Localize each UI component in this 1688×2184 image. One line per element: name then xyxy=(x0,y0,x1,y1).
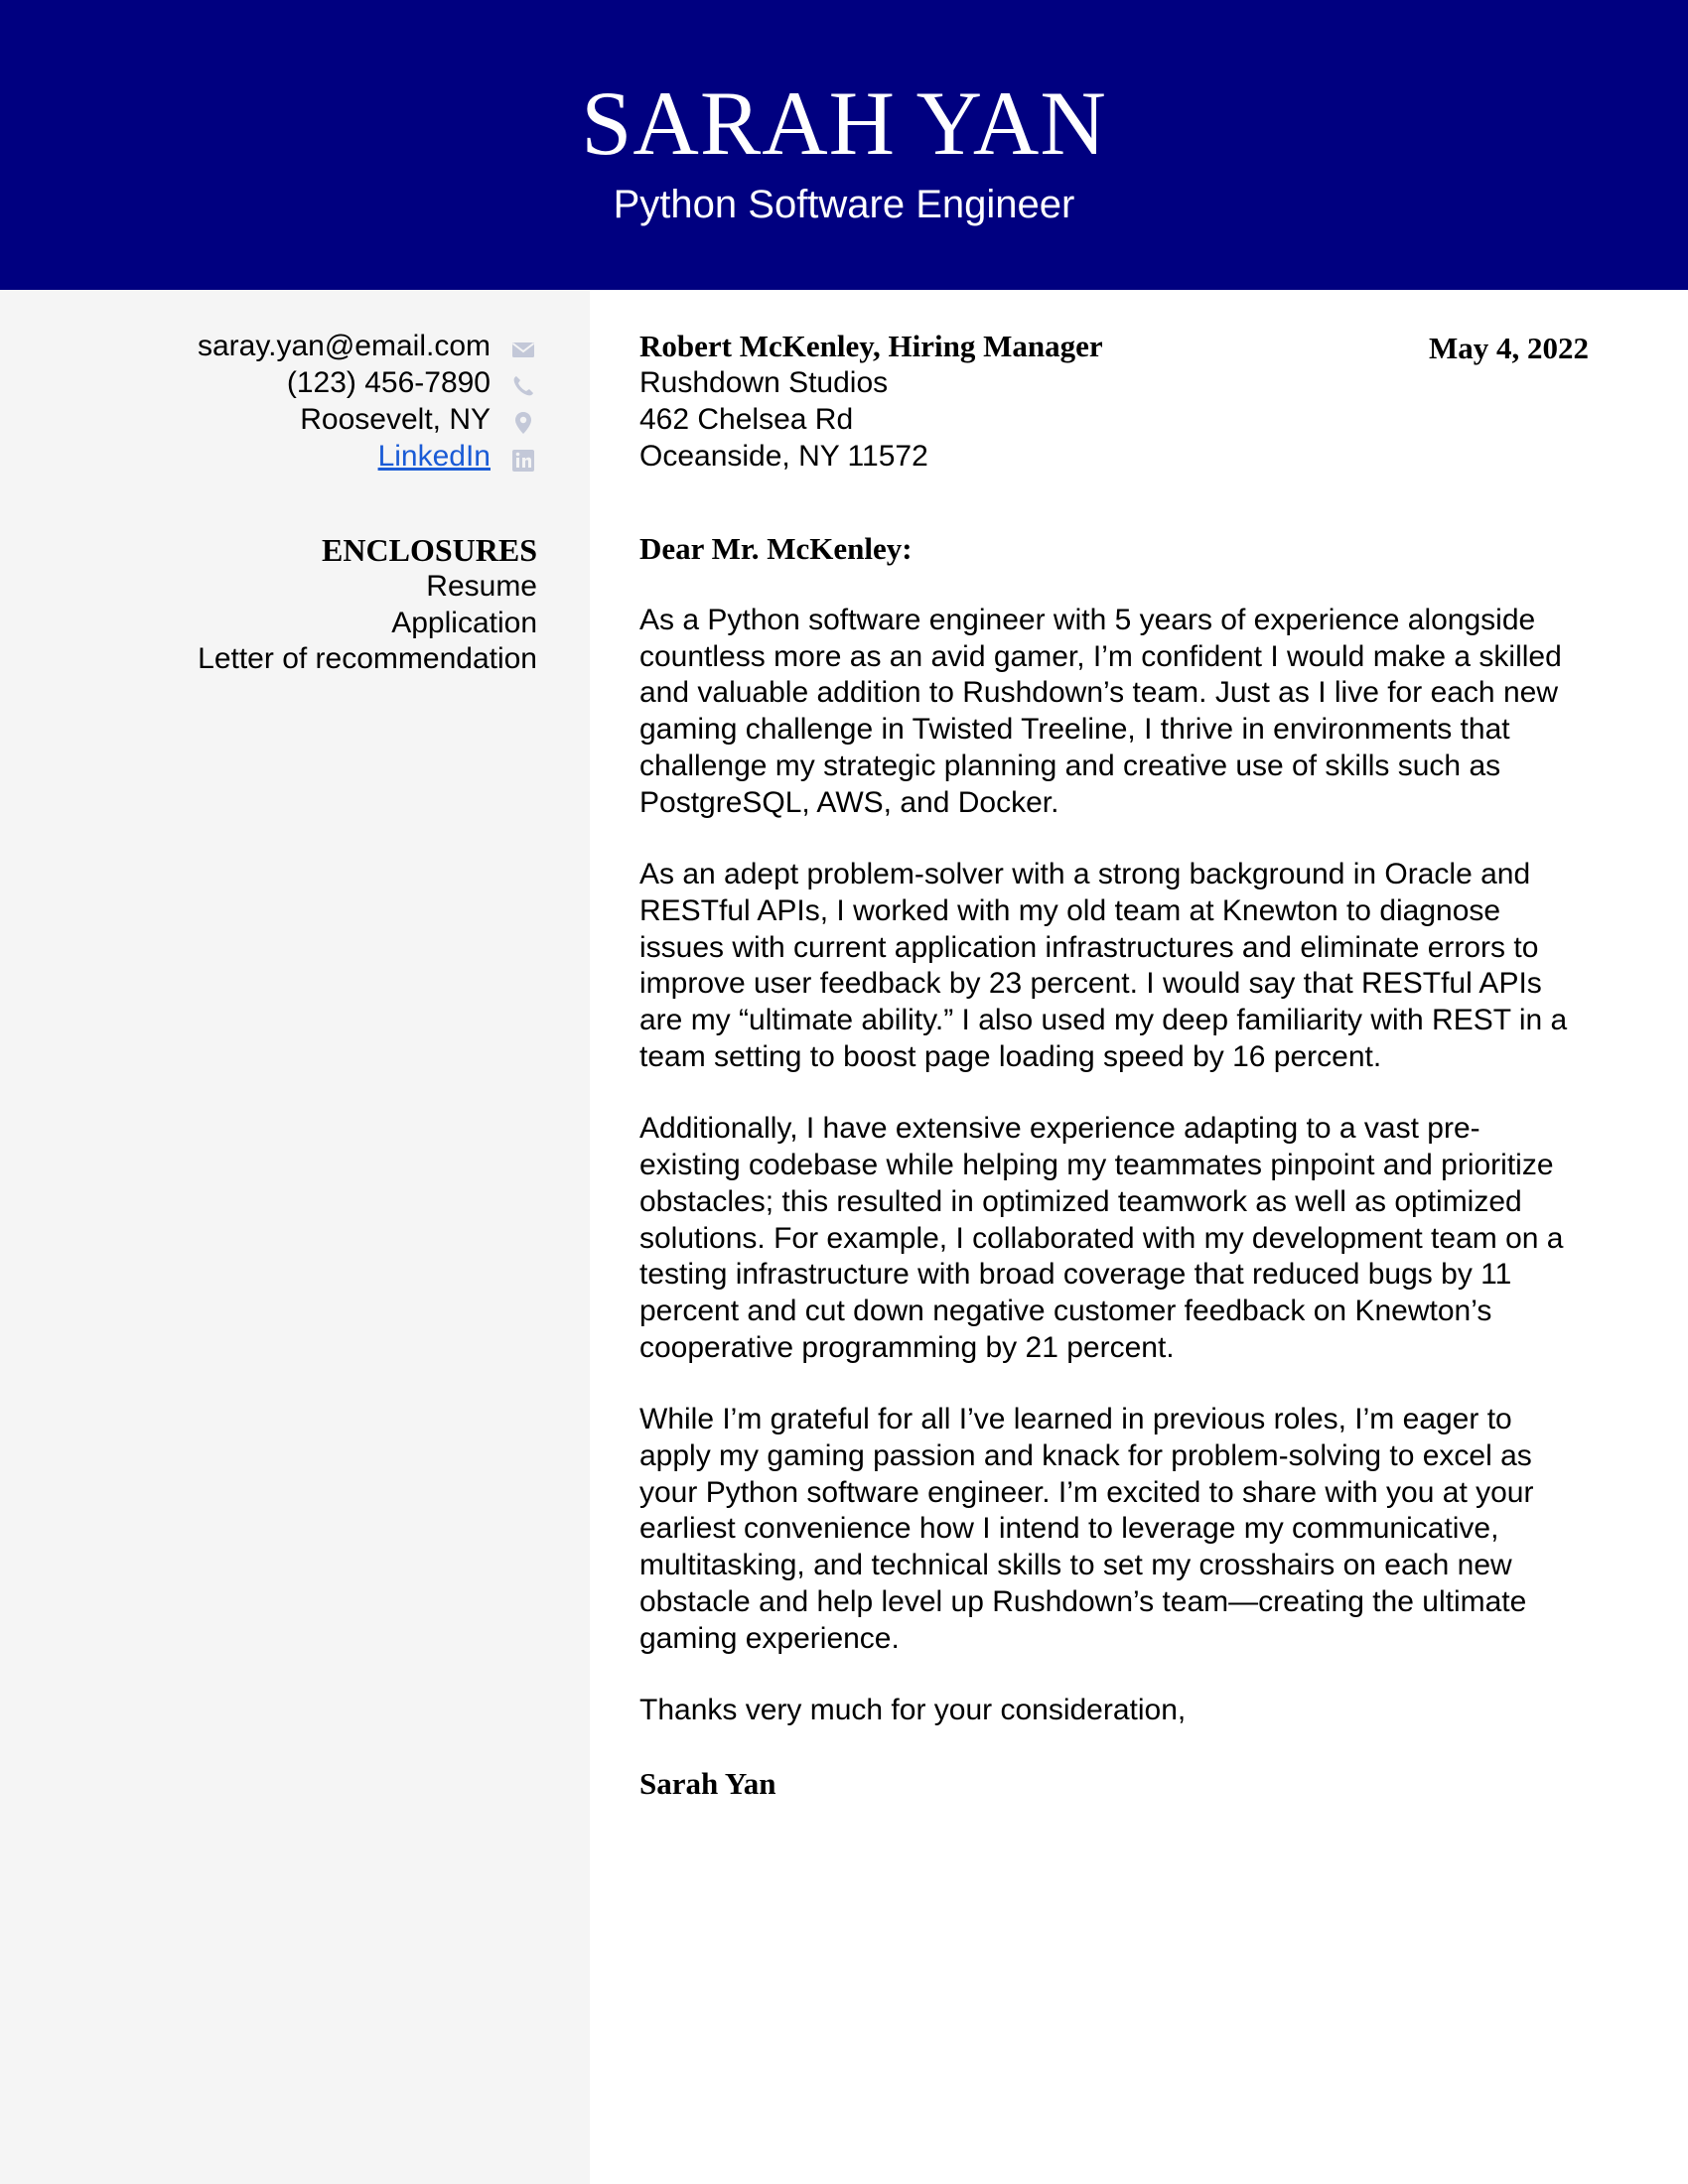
paragraph-line: your Python software engineer. I’m excited to share with you at your xyxy=(639,1475,1534,1509)
paragraph-line: existing codebase while helping my teammates pinpoint and prioritize xyxy=(639,1149,1554,1182)
paragraph-line: As a Python software engineer with 5 years of experience alongside xyxy=(639,604,1536,636)
phone-icon xyxy=(509,372,537,400)
recipient-block xyxy=(639,328,1335,475)
envelope-icon xyxy=(509,336,537,363)
letter-paragraph xyxy=(639,1111,1632,1366)
location-pin-icon xyxy=(509,409,537,437)
paragraph-line: issues with current application infrastructures and eliminate errors to xyxy=(639,930,1539,964)
contact-info xyxy=(0,328,556,475)
paragraph-line: apply my gaming passion and knack for problem-solving to excel as xyxy=(639,1439,1532,1473)
contact-email-row xyxy=(0,328,556,364)
enclosure-item: Application xyxy=(391,606,537,639)
paragraph-line: cooperative programming by 21 percent. xyxy=(639,1330,1175,1364)
letter-paragraph xyxy=(639,603,1632,821)
letter-body xyxy=(639,530,1632,1802)
phone-text: (123) 456-7890 xyxy=(286,366,491,399)
paragraph-line: team setting to boost page loading speed by 16 percent. xyxy=(639,1039,1382,1073)
paragraph-line: and valuable addition to Rushdown’s team. Just as I live for each new xyxy=(639,676,1558,710)
paragraph-line: testing infrastructure with broad coverage that reduced bugs by 11 xyxy=(639,1258,1512,1292)
letter-date: May 4, 2022 xyxy=(1428,331,1589,365)
paragraph-line: countless more as an avid gamer, I’m confident I would make a skilled xyxy=(639,639,1562,673)
paragraph-line: multitasking, and technical skills to set my crosshairs on each new xyxy=(639,1549,1512,1582)
paragraph-line: As an adept problem-solver with a strong background in Oracle and xyxy=(639,858,1531,891)
paragraph-line: obstacle and help level up Rushdown’s team—creating the ultimate xyxy=(639,1584,1527,1618)
paragraph-line: solutions. For example, I collaborated with my development team on a xyxy=(639,1221,1564,1255)
recipient-street: 462 Chelsea Rd xyxy=(639,403,854,436)
paragraph-line: While I’m grateful for all I’ve learned in previous roles, I’m eager to xyxy=(639,1403,1512,1436)
paragraph-line: gaming experience. xyxy=(639,1621,900,1655)
enclosures-section xyxy=(0,532,537,678)
paragraph-line: improve user feedback by 23 percent. I would say that RESTful APIs xyxy=(639,967,1542,1001)
paragraph-line: obstacles; this resulted in optimized teamwork as well as optimized xyxy=(639,1184,1522,1218)
letter-paragraph xyxy=(639,1402,1632,1657)
paragraph-line: gaming challenge in Twisted Treeline, I thrive in environments that xyxy=(639,713,1510,747)
salutation: Dear Mr. McKenley: xyxy=(639,531,913,566)
contact-location-row xyxy=(0,401,556,438)
signature: Sarah Yan xyxy=(639,1765,776,1801)
paragraph-line: percent and cut down negative customer feedback on Knewton’s xyxy=(639,1294,1492,1327)
enclosures-heading: ENCLOSURES xyxy=(322,532,537,568)
location-text: Roosevelt, NY xyxy=(300,403,491,436)
paragraph-line: challenge my strategic planning and creative use of skills such as xyxy=(639,749,1501,782)
linkedin-icon xyxy=(509,446,537,474)
contact-linkedin-row xyxy=(0,438,556,475)
applicant-name: SARAH YAN xyxy=(581,72,1107,174)
enclosure-item: Resume xyxy=(426,570,537,603)
paragraph-line: Additionally, I have extensive experience adapting to a vast pre- xyxy=(639,1112,1480,1146)
recipient-city: Oceanside, NY 11572 xyxy=(639,440,928,473)
linkedin-link[interactable]: LinkedIn xyxy=(377,440,491,473)
paragraph-line: RESTful APIs, I worked with my old team at Knewton to diagnose xyxy=(639,893,1501,927)
letter-paragraph xyxy=(639,857,1632,1075)
email-text: saray.yan@email.com xyxy=(198,330,491,362)
contact-phone-row xyxy=(0,364,556,401)
header-banner xyxy=(0,0,1688,290)
paragraph-line: PostgreSQL, AWS, and Docker. xyxy=(639,785,1059,819)
enclosure-item: Letter of recommendation xyxy=(198,642,537,675)
paragraph-line: are my “ultimate ability.” I also used my deep familiarity with REST in a xyxy=(639,1004,1568,1037)
recipient-company: Rushdown Studios xyxy=(639,366,889,399)
job-title: Python Software Engineer xyxy=(613,183,1075,226)
paragraph-line: earliest convenience how I intend to leverage my communicative, xyxy=(639,1512,1499,1546)
recipient-name: Robert McKenley, Hiring Manager xyxy=(639,329,1103,363)
closing-line: Thanks very much for your consideration, xyxy=(639,1694,1187,1727)
